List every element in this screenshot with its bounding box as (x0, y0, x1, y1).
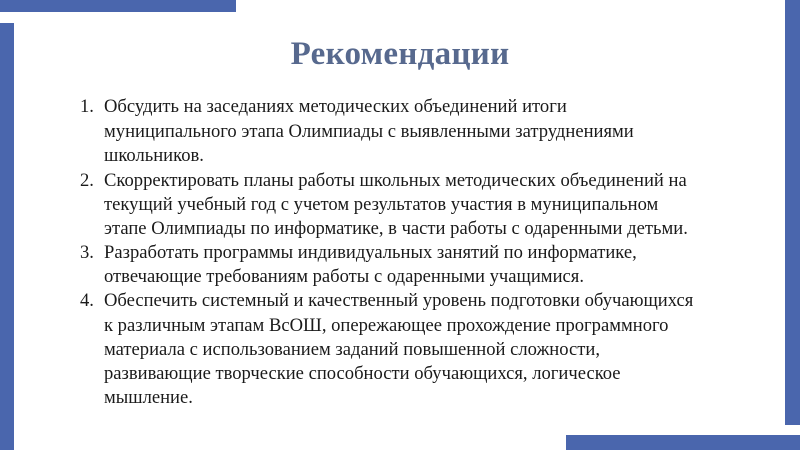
item-text-line: школьников. (104, 145, 204, 166)
item-text-line: материала с использованием заданий повышенной сложности, (104, 339, 600, 360)
item-number: 4. (80, 290, 94, 311)
item-text-line: к различным этапам ВсОШ, опережающее прохождение программного (104, 315, 669, 336)
slide-title: Рекомендации (290, 36, 510, 72)
item-text-line: Разработать программы индивидуальных занятий по информатике, (104, 242, 637, 263)
decor-bar-left (0, 23, 14, 450)
item-number: 1. (80, 96, 94, 117)
item-text-line: текущий учебный год с учетом результатов участия в муниципальном (104, 194, 659, 215)
decor-bar-top-left (0, 0, 236, 12)
item-text-line: Скорректировать планы работы школьных методических объединений на (104, 170, 687, 191)
item-text-line: этапе Олимпиады по информатике, в части работы с одаренными детьми. (104, 218, 688, 239)
item-text-line: отвечающие требованиям работы с одаренными учащимися. (104, 266, 584, 287)
item-text-line: Обсудить на заседаниях методических объединений итоги (104, 96, 567, 117)
decor-bar-bottom (566, 435, 800, 450)
item-text-line: развивающие творческие способности обучающихся, логическое (104, 363, 621, 384)
item-number: 2. (80, 170, 94, 191)
item-text-line: мышление. (104, 387, 193, 408)
item-number: 3. (80, 242, 94, 263)
item-text-line: Обеспечить системный и качественный уровень подготовки обучающихся (104, 290, 694, 311)
item-text-line: муниципального этапа Олимпиады с выявленными затруднениями (104, 121, 634, 142)
